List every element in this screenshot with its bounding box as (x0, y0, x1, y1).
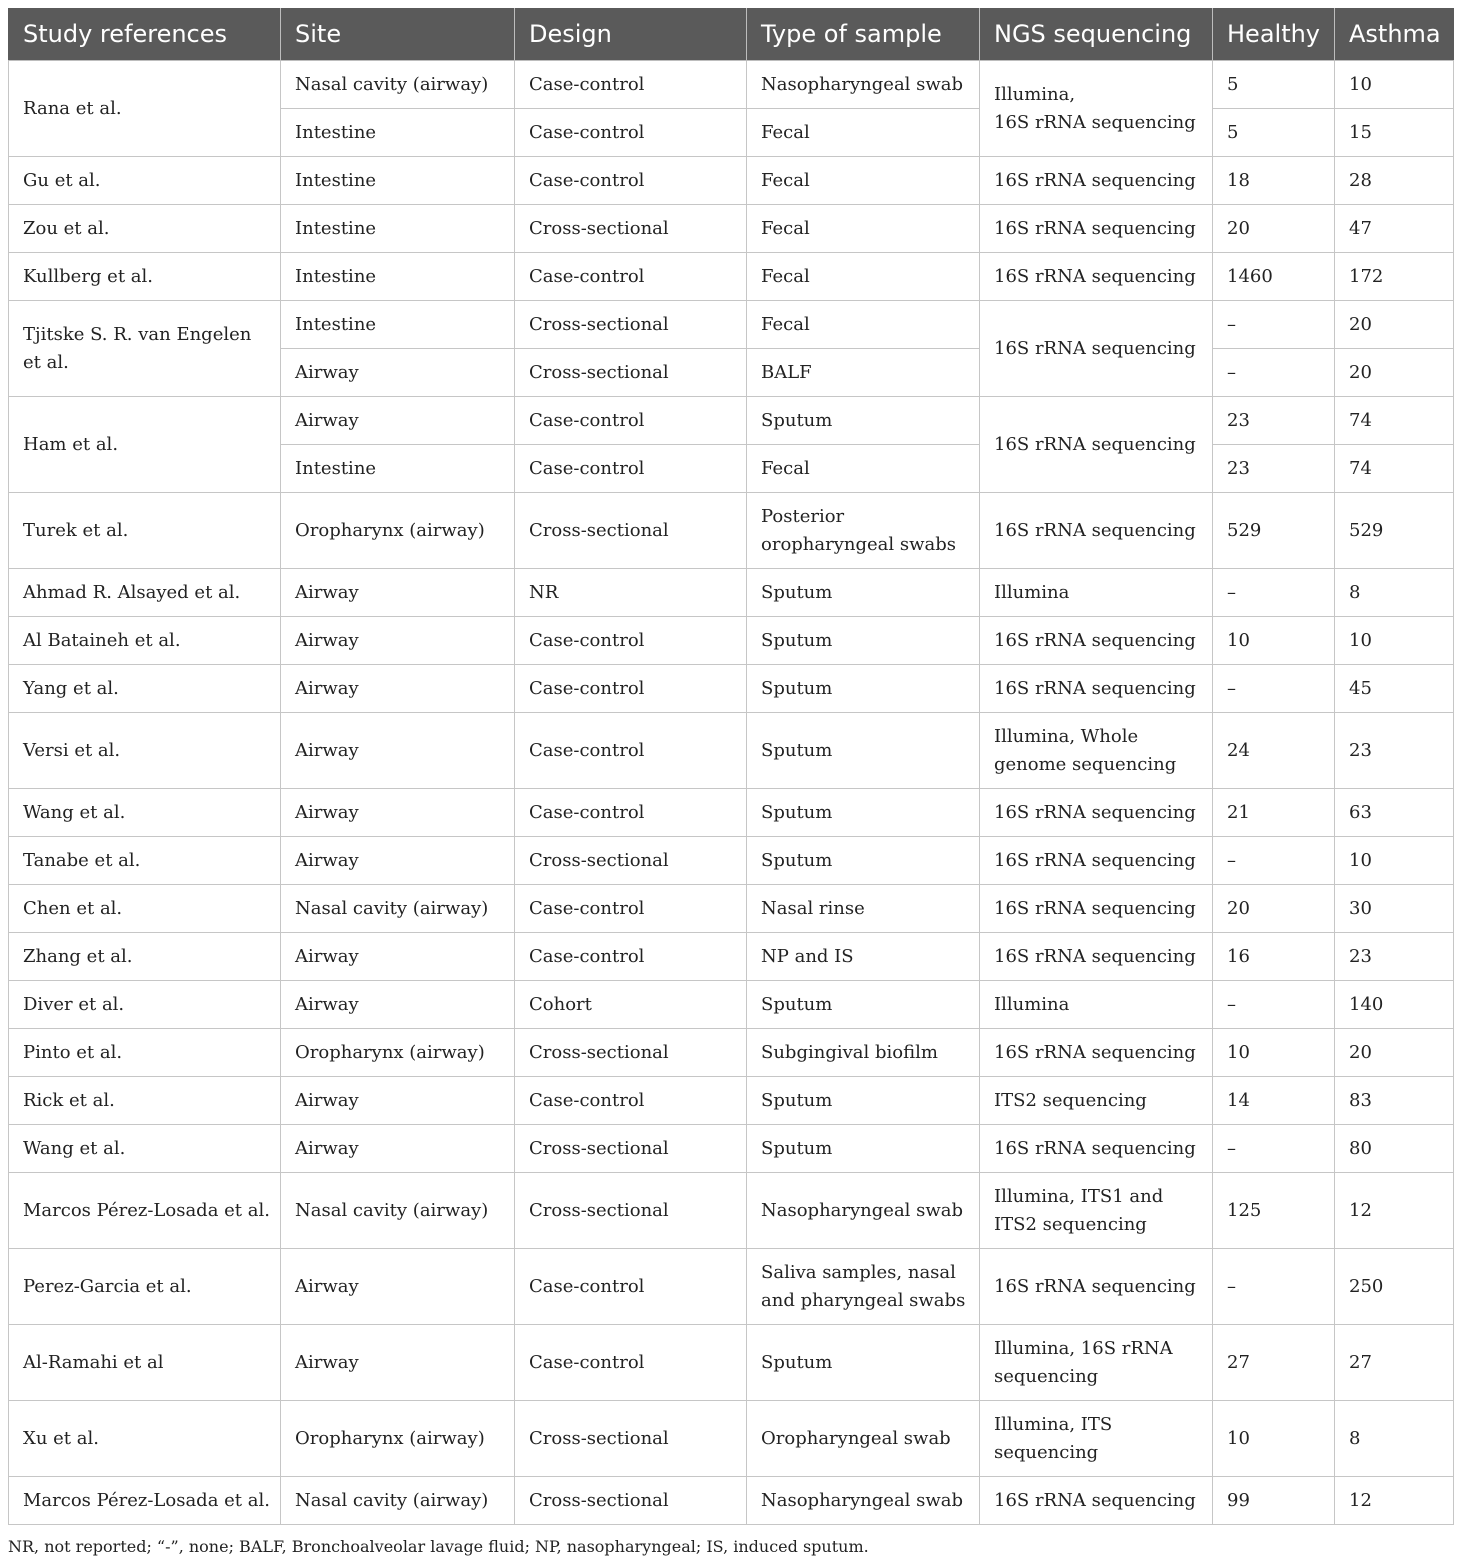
cell-site: Airway (281, 1125, 515, 1173)
table-row (9, 713, 1454, 789)
cell-ref: Ham et al. (9, 397, 281, 493)
table-row (9, 981, 1454, 1029)
table-row (9, 1249, 1454, 1325)
cell-ref: Versi et al. (9, 713, 281, 789)
cell-ref: Wang et al. (9, 1125, 281, 1173)
cell-ngs: Illumina, ITS1 and ITS2 sequencing (980, 1173, 1213, 1249)
cell-ref: Marcos Pérez-Losada et al. (9, 1477, 281, 1525)
cell-healthy: – (1213, 981, 1335, 1029)
table-row (9, 205, 1454, 253)
cell-design: Case-control (515, 713, 747, 789)
cell-asthma: 63 (1335, 789, 1454, 837)
cell-healthy: 529 (1213, 493, 1335, 569)
cell-asthma: 20 (1335, 301, 1454, 349)
cell-healthy: 5 (1213, 61, 1335, 109)
cell-healthy: 23 (1213, 445, 1335, 493)
cell-design: Case-control (515, 445, 747, 493)
cell-healthy: 10 (1213, 1401, 1335, 1477)
cell-asthma: 250 (1335, 1249, 1454, 1325)
cell-sample: Nasopharyngeal swab (747, 1173, 980, 1249)
cell-healthy: – (1213, 569, 1335, 617)
table-row (9, 1077, 1454, 1125)
cell-ref: Kullberg et al. (9, 253, 281, 301)
cell-sample: Sputum (747, 1125, 980, 1173)
table-row (9, 1029, 1454, 1077)
cell-design: Cross-sectional (515, 301, 747, 349)
table-row (9, 301, 1454, 349)
cell-ref: Rana et al. (9, 61, 281, 157)
cell-design: Case-control (515, 617, 747, 665)
cell-ngs: 16S rRNA sequencing (980, 885, 1213, 933)
cell-healthy: 23 (1213, 397, 1335, 445)
cell-ref: Tjitske S. R. van Engelen et al. (9, 301, 281, 397)
cell-site: Airway (281, 981, 515, 1029)
table-row (9, 493, 1454, 569)
table-row (9, 885, 1454, 933)
cell-sample: BALF (747, 349, 980, 397)
cell-sample: Subgingival biofilm (747, 1029, 980, 1077)
cell-ngs: 16S rRNA sequencing (980, 397, 1213, 493)
cell-asthma: 10 (1335, 61, 1454, 109)
cell-site: Airway (281, 349, 515, 397)
cell-asthma: 12 (1335, 1173, 1454, 1249)
cell-asthma: 45 (1335, 665, 1454, 713)
cell-site: Oropharynx (airway) (281, 1029, 515, 1077)
cell-sample: Sputum (747, 981, 980, 1029)
cell-asthma: 8 (1335, 1401, 1454, 1477)
cell-healthy: 27 (1213, 1325, 1335, 1401)
header-type-of-sample: Type of sample (747, 8, 980, 61)
cell-healthy: – (1213, 837, 1335, 885)
cell-site: Airway (281, 789, 515, 837)
cell-asthma: 74 (1335, 445, 1454, 493)
cell-site: Nasal cavity (airway) (281, 885, 515, 933)
cell-sample: Sputum (747, 837, 980, 885)
cell-design: Case-control (515, 1077, 747, 1125)
cell-design: Cross-sectional (515, 1125, 747, 1173)
cell-sample: Saliva samples, nasal and pharyngeal swabs (747, 1249, 980, 1325)
cell-healthy: – (1213, 349, 1335, 397)
cell-design: Cross-sectional (515, 1401, 747, 1477)
cell-healthy: – (1213, 665, 1335, 713)
cell-ref: Tanabe et al. (9, 837, 281, 885)
cell-asthma: 10 (1335, 837, 1454, 885)
cell-site: Airway (281, 933, 515, 981)
cell-sample: Sputum (747, 1077, 980, 1125)
table-row (9, 1325, 1454, 1401)
cell-sample: Fecal (747, 301, 980, 349)
cell-healthy: – (1213, 1249, 1335, 1325)
cell-healthy: 14 (1213, 1077, 1335, 1125)
cell-asthma: 47 (1335, 205, 1454, 253)
cell-site: Airway (281, 569, 515, 617)
cell-ref: Rick et al. (9, 1077, 281, 1125)
cell-sample: Fecal (747, 205, 980, 253)
cell-ngs: 16S rRNA sequencing (980, 205, 1213, 253)
cell-ref: Marcos Pérez-Losada et al. (9, 1173, 281, 1249)
header-site: Site (281, 8, 515, 61)
header-design: Design (515, 8, 747, 61)
cell-sample: Sputum (747, 789, 980, 837)
cell-ref: Zou et al. (9, 205, 281, 253)
table-row (9, 253, 1454, 301)
header-asthma: Asthma (1335, 8, 1454, 61)
table-row (9, 569, 1454, 617)
cell-ngs: Illumina, Whole genome sequencing (980, 713, 1213, 789)
cell-design: Cross-sectional (515, 837, 747, 885)
cell-ngs: 16S rRNA sequencing (980, 1477, 1213, 1525)
cell-ngs: 16S rRNA sequencing (980, 789, 1213, 837)
cell-site: Intestine (281, 301, 515, 349)
cell-design: Case-control (515, 665, 747, 713)
cell-ngs: 16S rRNA sequencing (980, 157, 1213, 205)
cell-design: Cross-sectional (515, 349, 747, 397)
cell-design: Case-control (515, 885, 747, 933)
cell-ref: Al Bataineh et al. (9, 617, 281, 665)
cell-ref: Diver et al. (9, 981, 281, 1029)
cell-healthy: 99 (1213, 1477, 1335, 1525)
cell-design: Case-control (515, 157, 747, 205)
cell-healthy: 10 (1213, 617, 1335, 665)
table-row (9, 1477, 1454, 1525)
cell-asthma: 8 (1335, 569, 1454, 617)
table-row (9, 1173, 1454, 1249)
cell-ref: Yang et al. (9, 665, 281, 713)
cell-ref: Al-Ramahi et al (9, 1325, 281, 1401)
cell-ref: Xu et al. (9, 1401, 281, 1477)
cell-asthma: 172 (1335, 253, 1454, 301)
cell-ngs: Illumina (980, 569, 1213, 617)
cell-ref: Gu et al. (9, 157, 281, 205)
table-row (9, 789, 1454, 837)
cell-ngs: 16S rRNA sequencing (980, 1125, 1213, 1173)
cell-sample: Fecal (747, 109, 980, 157)
cell-site: Intestine (281, 157, 515, 205)
cell-design: Cross-sectional (515, 1173, 747, 1249)
cell-design: Case-control (515, 397, 747, 445)
cell-healthy: – (1213, 301, 1335, 349)
cell-site: Nasal cavity (airway) (281, 1477, 515, 1525)
cell-ngs: 16S rRNA sequencing (980, 617, 1213, 665)
table-row (9, 1125, 1454, 1173)
cell-site: Airway (281, 1325, 515, 1401)
table-footnote: NR, not reported; “-”, none; BALF, Bronchoalveolar lavage fluid; NP, nasopharyngeal; IS, induced sputum. (8, 1537, 869, 1556)
cell-design: Case-control (515, 789, 747, 837)
cell-design: NR (515, 569, 747, 617)
cell-ngs: Illumina, 16S rRNA sequencing (980, 1325, 1213, 1401)
table-row (9, 665, 1454, 713)
table-row (9, 61, 1454, 109)
table-row (9, 397, 1454, 445)
cell-site: Nasal cavity (airway) (281, 61, 515, 109)
cell-asthma: 30 (1335, 885, 1454, 933)
cell-design: Cohort (515, 981, 747, 1029)
cell-design: Cross-sectional (515, 205, 747, 253)
cell-sample: Fecal (747, 157, 980, 205)
cell-ngs: 16S rRNA sequencing (980, 253, 1213, 301)
cell-site: Airway (281, 665, 515, 713)
cell-ngs: Illumina, 16S rRNA sequencing (980, 61, 1213, 157)
cell-site: Airway (281, 1249, 515, 1325)
cell-asthma: 529 (1335, 493, 1454, 569)
cell-site: Airway (281, 617, 515, 665)
cell-sample: Posterior oropharyngeal swabs (747, 493, 980, 569)
cell-site: Airway (281, 1077, 515, 1125)
cell-sample: Sputum (747, 569, 980, 617)
cell-healthy: 1460 (1213, 253, 1335, 301)
cell-site: Intestine (281, 445, 515, 493)
cell-ref: Ahmad R. Alsayed et al. (9, 569, 281, 617)
cell-healthy: 16 (1213, 933, 1335, 981)
cell-sample: Oropharyngeal swab (747, 1401, 980, 1477)
cell-site: Intestine (281, 109, 515, 157)
header-study-references: Study references (9, 8, 281, 61)
cell-site: Oropharynx (airway) (281, 1401, 515, 1477)
cell-asthma: 20 (1335, 1029, 1454, 1077)
cell-ngs: 16S rRNA sequencing (980, 933, 1213, 981)
cell-asthma: 23 (1335, 713, 1454, 789)
cell-site: Airway (281, 713, 515, 789)
cell-healthy: 20 (1213, 205, 1335, 253)
cell-ref: Pinto et al. (9, 1029, 281, 1077)
cell-site: Oropharynx (airway) (281, 493, 515, 569)
cell-ngs: Illumina (980, 981, 1213, 1029)
cell-asthma: 10 (1335, 617, 1454, 665)
table-row (9, 1401, 1454, 1477)
header-row (9, 8, 1454, 61)
cell-ref: Zhang et al. (9, 933, 281, 981)
cell-ngs: 16S rRNA sequencing (980, 1249, 1213, 1325)
cell-asthma: 140 (1335, 981, 1454, 1029)
cell-healthy: 21 (1213, 789, 1335, 837)
cell-ngs: Illumina, ITS sequencing (980, 1401, 1213, 1477)
cell-design: Cross-sectional (515, 1029, 747, 1077)
cell-sample: Sputum (747, 397, 980, 445)
cell-design: Case-control (515, 1249, 747, 1325)
table-container (8, 8, 1453, 1556)
cell-ngs: 16S rRNA sequencing (980, 1029, 1213, 1077)
cell-sample: Nasopharyngeal swab (747, 1477, 980, 1525)
cell-healthy: 20 (1213, 885, 1335, 933)
cell-sample: Nasal rinse (747, 885, 980, 933)
cell-asthma: 83 (1335, 1077, 1454, 1125)
cell-design: Cross-sectional (515, 1477, 747, 1525)
cell-sample: Fecal (747, 253, 980, 301)
cell-asthma: 27 (1335, 1325, 1454, 1401)
cell-ref: Perez-Garcia et al. (9, 1249, 281, 1325)
cell-asthma: 23 (1335, 933, 1454, 981)
cell-site: Airway (281, 837, 515, 885)
cell-healthy: 5 (1213, 109, 1335, 157)
cell-site: Intestine (281, 253, 515, 301)
table-row (9, 157, 1454, 205)
cell-asthma: 28 (1335, 157, 1454, 205)
table-row (9, 837, 1454, 885)
cell-ngs: 16S rRNA sequencing (980, 493, 1213, 569)
cell-healthy: 18 (1213, 157, 1335, 205)
studies-table (8, 8, 1454, 1525)
cell-ref: Chen et al. (9, 885, 281, 933)
cell-sample: Sputum (747, 665, 980, 713)
cell-design: Case-control (515, 1325, 747, 1401)
cell-ref: Wang et al. (9, 789, 281, 837)
cell-sample: Sputum (747, 713, 980, 789)
cell-site: Nasal cavity (airway) (281, 1173, 515, 1249)
table-row (9, 933, 1454, 981)
cell-sample: Nasopharyngeal swab (747, 61, 980, 109)
cell-ngs: 16S rRNA sequencing (980, 665, 1213, 713)
cell-sample: Sputum (747, 617, 980, 665)
cell-healthy: – (1213, 1125, 1335, 1173)
cell-site: Airway (281, 397, 515, 445)
cell-sample: Sputum (747, 1325, 980, 1401)
cell-design: Case-control (515, 109, 747, 157)
cell-ngs: 16S rRNA sequencing (980, 301, 1213, 397)
cell-design: Cross-sectional (515, 493, 747, 569)
cell-asthma: 15 (1335, 109, 1454, 157)
cell-site: Intestine (281, 205, 515, 253)
cell-healthy: 24 (1213, 713, 1335, 789)
cell-asthma: 80 (1335, 1125, 1454, 1173)
cell-ref: Turek et al. (9, 493, 281, 569)
header-ngs-sequencing: NGS sequencing (980, 8, 1213, 61)
cell-ngs: ITS2 sequencing (980, 1077, 1213, 1125)
cell-healthy: 10 (1213, 1029, 1335, 1077)
cell-asthma: 20 (1335, 349, 1454, 397)
table-row (9, 617, 1454, 665)
cell-healthy: 125 (1213, 1173, 1335, 1249)
header-healthy: Healthy (1213, 8, 1335, 61)
cell-design: Case-control (515, 933, 747, 981)
cell-design: Case-control (515, 61, 747, 109)
cell-design: Case-control (515, 253, 747, 301)
cell-asthma: 74 (1335, 397, 1454, 445)
cell-sample: Fecal (747, 445, 980, 493)
cell-ngs: 16S rRNA sequencing (980, 837, 1213, 885)
cell-asthma: 12 (1335, 1477, 1454, 1525)
cell-sample: NP and IS (747, 933, 980, 981)
